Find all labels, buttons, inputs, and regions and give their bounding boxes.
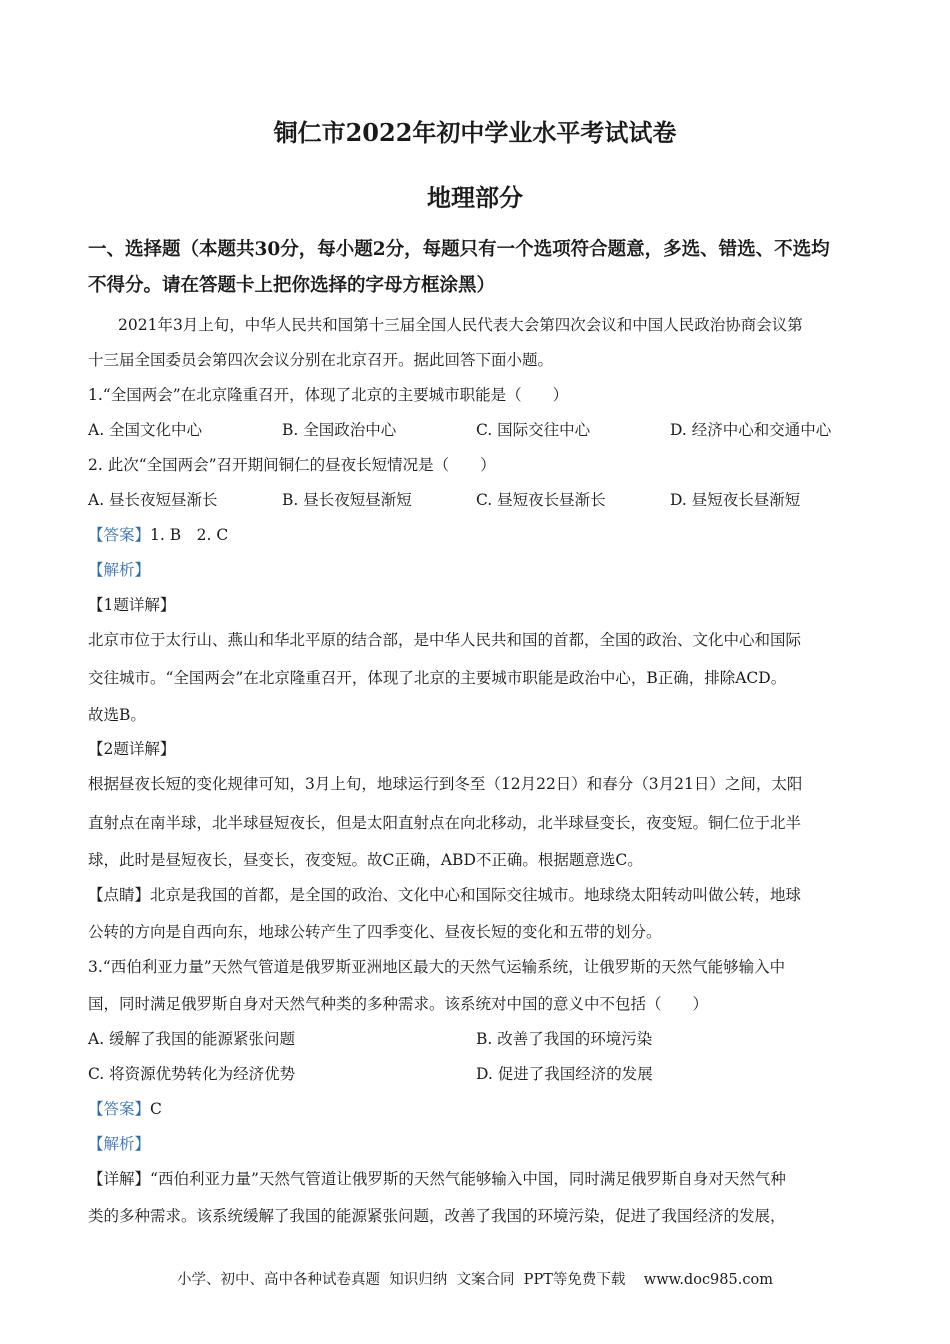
detail1-heading: 【1题详解】 [88,596,176,614]
analysis3-label: 【解析】 [88,1135,151,1153]
exam-subtitle: 地理部分 [427,183,523,212]
analysis-label: 【解析】 [88,561,151,579]
q1-option-a: A. 全国文化中心 [88,421,203,439]
answer3-text: C [150,1100,162,1118]
q2-option-d: D. 昼短夜长昼渐短 [670,491,801,509]
q3-option-d: D. 促进了我国经济的发展 [476,1065,653,1083]
section-heading-line2: 不得分。请在答题卡上把你选择的字母方框涂黑） [88,275,496,296]
detail3-line1 [88,1168,786,1190]
answer-text: 1. B 2. C [150,526,229,544]
q1-option-c: C. 国际交往中心 [476,421,591,439]
q2-option-c: C. 昼短夜长昼渐长 [476,491,606,509]
q2-option-b: B. 昼长夜短昼渐短 [282,491,412,509]
dianjing-line1 [88,884,801,906]
detail2-line1: 根据昼夜长短的变化规律可知，3月上旬，地球运行到冬至（12月22日）和春分（3月21日）之间，太阳 [88,775,803,793]
q1-stem: 1.“全国两会”在北京隆重召开，体现了北京的主要城市职能是（ ） [88,386,569,404]
detail2-heading: 【2题详解】 [88,740,176,758]
dianjing-text1: 北京是我国的首都，是全国的政治、文化中心和国际交往城市。地球绕太阳转动叫做公转，地球 [150,886,802,904]
q1-option-d: D. 经济中心和交通中心 [670,421,832,439]
answer3-label: 【答案】 [88,1100,151,1118]
q1-option-b: B. 全国政治中心 [282,421,397,439]
detail1-line3: 故选B。 [88,706,146,724]
detail3-label: 【详解】 [88,1170,151,1188]
q2-option-a: A. 昼长夜短昼渐长 [88,491,218,509]
q3-stem-line2: 国，同时满足俄罗斯自身对天然气种类的多种需求。该系统对中国的意义中不包括（ ） [88,995,709,1013]
q2-stem: 2. 此次“全国两会”召开期间铜仁的昼夜长短情况是（ ） [88,456,496,474]
dianjing-line2: 公转的方向是自西向东，地球公转产生了四季变化、昼夜长短的变化和五带的划分。 [88,923,662,941]
footer-ad: 小学、初中、高中各种试卷真题 知识归纳 文案合同 PPT等免费下载 www.doc985.com [177,1272,773,1288]
detail2-line3: 球，此时是昼短夜长，昼变长，夜变短。故C正确，ABD不正确。根据题意选C。 [88,851,643,869]
exam-title: 铜仁市2022年初中学业水平考试试卷 [273,118,677,147]
answer-3 [88,1098,162,1120]
answer-1-2 [88,524,228,546]
dianjing-label: 【点睛】 [88,886,151,904]
section-heading-line1: 一、选择题（本题共30分，每小题2分，每题只有一个选项符合题意，多选、错选、不选均 [88,239,830,260]
intro-line1: 2021年3月上旬，中华人民共和国第十三届全国人民代表大会第四次会议和中国人民政治协商会议第 [118,316,803,334]
q3-option-a: A. 缓解了我国的能源紧张问题 [88,1030,296,1048]
intro-line2: 十三届全国委员会第四次会议分别在北京召开。据此回答下面小题。 [88,351,554,369]
detail2-line2: 直射点在南半球，北半球昼短夜长，但是太阳直射点在向北移动，北半球昼变长，夜变短。铜仁位于北半 [88,814,802,832]
detail1-line2: 交往城市。“全国两会”在北京隆重召开，体现了北京的主要城市职能是政治中心，B正确，排除ACD。 [88,669,787,687]
detail1-line1: 北京市位于太行山、燕山和华北平原的结合部，是中华人民共和国的首都，全国的政治、文化中心和国际 [88,631,802,649]
answer-label: 【答案】 [88,526,151,544]
q3-option-b: B. 改善了我国的环境污染 [476,1030,653,1048]
q3-stem-line1: 3.“西伯利亚力量”天然气管道是俄罗斯亚洲地区最大的天然气运输系统，让俄罗斯的天然气能够输入中 [88,958,786,976]
detail3-line2: 类的多种需求。该系统缓解了我国的能源紧张问题，改善了我国的环境污染，促进了我国经济的发展， [88,1207,786,1225]
q3-option-c: C. 将资源优势转化为经济优势 [88,1065,296,1083]
detail3-text1: “西伯利亚力量”天然气管道让俄罗斯的天然气能够输入中国，同时满足俄罗斯自身对天然气种 [150,1170,786,1188]
